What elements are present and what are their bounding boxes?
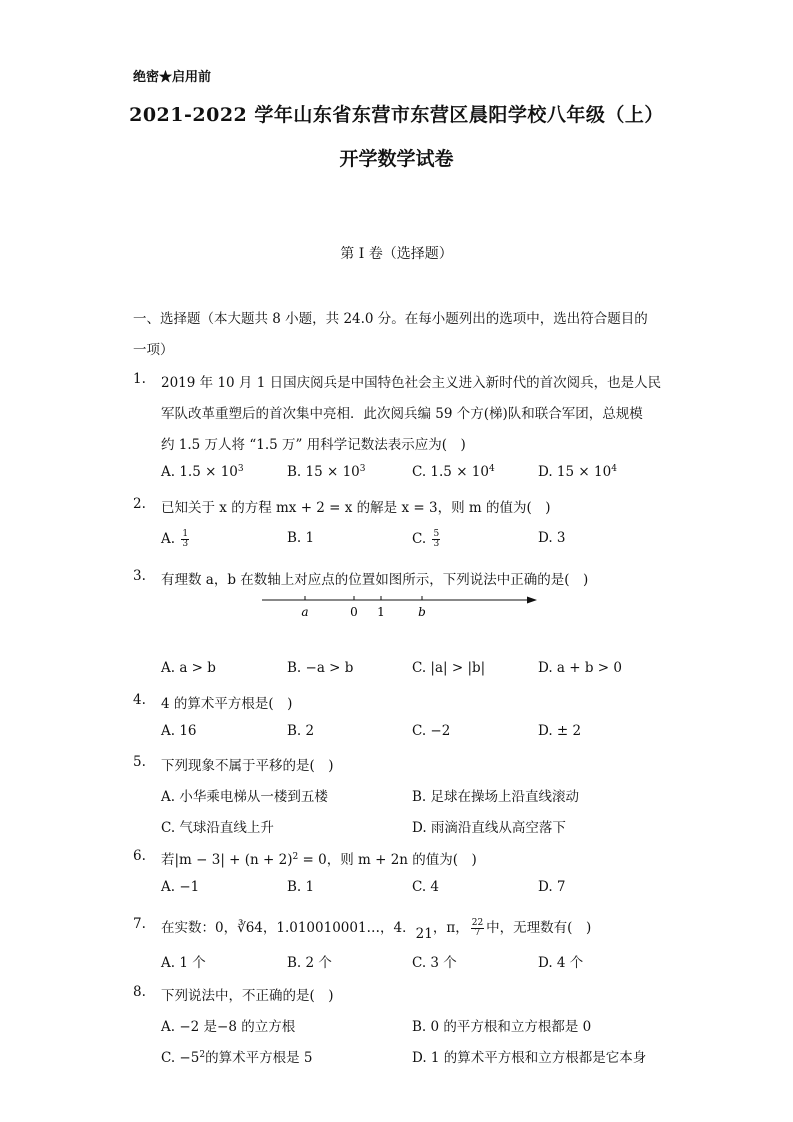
fraction-numerator: 22 bbox=[471, 918, 484, 928]
option-c[interactable]: C. 4 bbox=[412, 879, 440, 895]
option-c[interactable]: C. −2 bbox=[412, 723, 451, 739]
option-label: A. 1.5 × 10 bbox=[161, 464, 238, 480]
number-line-label-0: 0 bbox=[350, 605, 358, 619]
number-line-arrow-icon bbox=[527, 597, 537, 604]
question-number: 4. bbox=[133, 692, 146, 708]
option-a[interactable] bbox=[161, 464, 244, 480]
option-exponent: 2 bbox=[199, 1050, 206, 1060]
question-text: 军队改革重塑后的首次集中亮相．此次阅兵编 59 个方(梯)队和联合军团，总规模 bbox=[161, 406, 643, 422]
question-text-part: 在实数：0，∛64，1.010010001…，4． bbox=[161, 920, 416, 936]
question-text: 有理数 a，b 在数轴上对应点的位置如图所示，下列说法中正确的是( ) bbox=[161, 572, 589, 588]
option-label: B. 1 bbox=[287, 530, 315, 546]
number-line-label-1: 1 bbox=[377, 605, 385, 619]
question-number: 6. bbox=[133, 848, 146, 864]
option-c[interactable]: C. 气球沿直线上升 bbox=[161, 820, 274, 836]
option-b[interactable]: B. 2 个 bbox=[287, 955, 332, 971]
option-a[interactable]: A. −2 是−8 的立方根 bbox=[161, 1019, 296, 1035]
option-a[interactable]: A. −1 bbox=[161, 879, 200, 895]
option-c[interactable] bbox=[412, 464, 495, 480]
section-instruction-line1: 一、选择题（本大题共 8 小题，共 24.0 分。在每小题列出的选项中，选出符合题目的 bbox=[133, 311, 648, 327]
question-text: 已知关于 x 的方程 mx + 2 = x 的解是 x = 3，则 m 的值为( ) bbox=[161, 500, 551, 516]
option-b[interactable]: B. 0 的平方根和立方根都是 0 bbox=[412, 1019, 592, 1035]
option-b[interactable]: B. 足球在操场上沿直线滚动 bbox=[412, 789, 580, 805]
option-label: 的算术平方根是 5 bbox=[205, 1050, 313, 1066]
exam-title-line2: 开学数学试卷 bbox=[339, 148, 454, 170]
option-label: C. 1.5 × 10 bbox=[412, 464, 489, 480]
option-a[interactable] bbox=[161, 530, 191, 549]
option-a[interactable]: A. 小华乘电梯从一楼到五楼 bbox=[161, 789, 328, 805]
number-line-figure bbox=[262, 590, 537, 620]
confidential-label: 绝密★启用前 bbox=[133, 70, 212, 85]
option-fraction bbox=[181, 530, 189, 549]
question-text bbox=[161, 848, 477, 868]
option-d[interactable]: D. a + b > 0 bbox=[538, 660, 622, 676]
question-text: 4 的算术平方根是( ) bbox=[161, 696, 293, 712]
option-label: D. 3 bbox=[538, 530, 566, 546]
option-d[interactable]: D. 雨滴沿直线从高空落下 bbox=[412, 820, 566, 836]
question-text: 约 1.5 万人将 “1.5 万” 用科学记数法表示应为( ) bbox=[161, 437, 466, 453]
question-text: 2019 年 10 月 1 日国庆阅兵是中国特色社会主义进入新时代的首次阅兵，也是人民 bbox=[161, 375, 662, 391]
fraction-denominator: 3 bbox=[433, 539, 440, 549]
option-c[interactable]: C. |a| > |b| bbox=[412, 660, 486, 676]
option-c[interactable] bbox=[412, 530, 442, 549]
fraction-denominator: 7 bbox=[474, 928, 481, 938]
option-b[interactable] bbox=[287, 530, 314, 546]
option-d[interactable]: D. 1 的算术平方根和立方根都是它本身 bbox=[412, 1050, 647, 1066]
option-d[interactable] bbox=[538, 464, 617, 480]
question-text: 下列现象不属于平移的是( ) bbox=[161, 758, 334, 774]
question-text bbox=[161, 916, 592, 942]
fraction-denominator: 3 bbox=[182, 539, 189, 549]
question-number: 1. bbox=[133, 371, 146, 387]
question-number: 7. bbox=[133, 916, 146, 932]
number-line-label-a: a bbox=[301, 605, 309, 619]
repeating-decimal: 21 bbox=[415, 926, 433, 942]
number-line-label-b: b bbox=[418, 605, 426, 619]
option-exponent: 4 bbox=[611, 464, 617, 474]
option-label: C. −5 bbox=[161, 1050, 200, 1066]
question-text-part: = 0，则 m + 2n 的值为( ) bbox=[298, 852, 477, 868]
option-c[interactable] bbox=[161, 1046, 312, 1066]
option-label: D. 15 × 10 bbox=[538, 464, 612, 480]
question-exponent: 2 bbox=[292, 852, 299, 862]
option-b[interactable] bbox=[287, 464, 366, 480]
option-fraction bbox=[432, 530, 440, 549]
question-text: 下列说法中，不正确的是( ) bbox=[161, 988, 334, 1004]
option-exponent: 4 bbox=[488, 464, 495, 474]
option-b[interactable]: B. 2 bbox=[287, 723, 315, 739]
question-number: 8. bbox=[133, 984, 146, 1000]
question-text-part: ，π， bbox=[432, 920, 469, 936]
option-exponent: 3 bbox=[237, 464, 244, 474]
question-number: 5. bbox=[133, 754, 146, 770]
option-exponent: 3 bbox=[359, 464, 366, 474]
question-number: 2. bbox=[133, 496, 146, 512]
option-d[interactable]: D. ± 2 bbox=[538, 723, 582, 739]
option-b[interactable]: B. 1 bbox=[287, 879, 315, 895]
option-b[interactable]: B. −a > b bbox=[287, 660, 354, 676]
option-d[interactable] bbox=[538, 530, 566, 546]
fraction-numerator: 5 bbox=[433, 529, 440, 539]
question-number: 3. bbox=[133, 568, 146, 584]
option-a[interactable]: A. 1 个 bbox=[161, 955, 206, 971]
option-a[interactable]: A. 16 bbox=[161, 723, 197, 739]
option-c[interactable]: C. 3 个 bbox=[412, 955, 457, 971]
part-heading: 第 I 卷（选择题） bbox=[340, 246, 453, 262]
option-label: A. bbox=[161, 531, 176, 547]
section-instruction-line2: 一项） bbox=[133, 342, 174, 358]
question-fraction bbox=[471, 919, 484, 938]
exam-title-line1: 2021-2022 学年山东省东营市东营区晨阳学校八年级（上） bbox=[129, 104, 664, 126]
option-label: B. 15 × 10 bbox=[287, 464, 360, 480]
option-a[interactable]: A. a > b bbox=[161, 660, 216, 676]
option-label: C. bbox=[412, 531, 427, 547]
fraction-numerator: 1 bbox=[182, 529, 189, 539]
question-text-part: 中，无理数有( ) bbox=[486, 920, 592, 936]
option-d[interactable]: D. 7 bbox=[538, 879, 566, 895]
option-d[interactable]: D. 4 个 bbox=[538, 955, 584, 971]
question-text-part: 若|m − 3| + (n + 2) bbox=[161, 852, 293, 868]
